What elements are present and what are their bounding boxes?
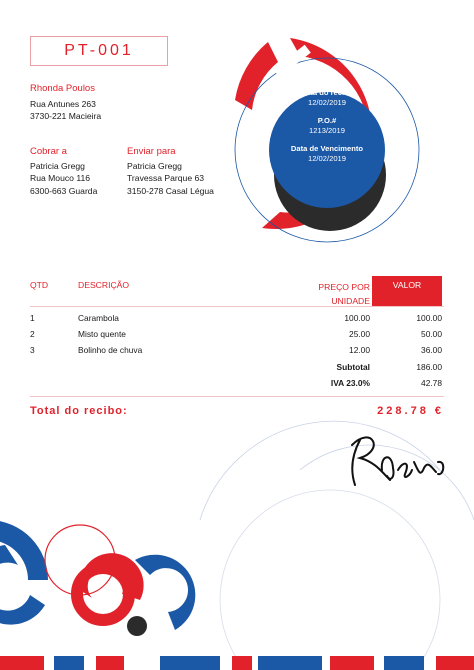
ship-to-block	[127, 146, 214, 197]
ship-to-street: Travessa Parque 63	[127, 173, 205, 183]
faint-big-arc	[200, 421, 440, 520]
row-qty: 1	[30, 313, 35, 323]
due-value: 12/02/2019	[307, 154, 346, 163]
footer-stripe-red-5	[436, 656, 474, 670]
row-qty: 3	[30, 345, 35, 355]
bill-to-city: 6300-663 Guarda	[30, 185, 98, 196]
header-divider	[30, 306, 444, 307]
sender-street: Rua Antunes 263	[30, 98, 96, 109]
subtotal-value: 186.00	[416, 362, 442, 372]
sender-city: 3730-221 Macieira	[30, 111, 102, 121]
row-desc: Misto quente	[78, 329, 126, 339]
header-qty: QTD	[30, 280, 49, 290]
total-label: Total do recibo:	[30, 405, 128, 417]
tax-label: IVA 23.0%	[330, 378, 370, 388]
row-price: 25.00	[349, 329, 370, 339]
header-price	[290, 280, 370, 308]
footer-stripe-blue-4	[384, 656, 424, 670]
po-value: 1213/2019	[309, 126, 345, 135]
red-ring-inner	[77, 568, 129, 620]
sender-block	[30, 83, 101, 123]
receipt-id: PT-001	[30, 36, 168, 66]
receipt-meta	[272, 88, 382, 218]
bill-to-name: Patricia Gregg	[30, 160, 85, 171]
bill-to-block	[30, 146, 97, 197]
subtotal-label: Subtotal	[336, 362, 370, 372]
blue-ring-right	[135, 555, 195, 630]
bill-to-street: Rua Mouco 116	[30, 173, 91, 183]
header-value: VALOR	[372, 276, 442, 306]
row-value: 100.00	[416, 313, 442, 323]
due-label: Data de Vencimento	[290, 144, 364, 153]
ship-to-label: Enviar para	[127, 146, 176, 157]
date-value: 12/02/2019	[307, 98, 346, 107]
total-value: 228.78 €	[377, 405, 444, 417]
row-value: 50.00	[421, 329, 442, 339]
footer-stripe-red-4	[330, 656, 374, 670]
row-qty: 2	[30, 329, 35, 339]
faint-circle	[220, 490, 440, 670]
footer-stripe-blue-1	[54, 656, 84, 670]
header-desc: DESCRIÇÃO	[78, 280, 130, 290]
footer-stripe-red-3	[232, 656, 252, 670]
total-divider	[30, 396, 444, 397]
sender-name: Rhonda Poulos	[30, 83, 95, 94]
po-label: P.O.#	[317, 116, 337, 125]
dark-dot	[127, 616, 147, 636]
tax-value: 42.78	[421, 378, 442, 388]
signature	[352, 437, 443, 485]
row-price: 100.00	[344, 313, 370, 323]
ship-to-city: 3150-278 Casal Légua	[127, 185, 214, 196]
row-desc: Bolinho de chuva	[78, 345, 143, 355]
row-value: 36.00	[421, 345, 442, 355]
footer-stripe-red-1	[0, 656, 44, 670]
header-price-line1: PREÇO POR	[318, 282, 370, 292]
footer-stripe-red-2	[96, 656, 124, 670]
row-desc: Carambola	[78, 313, 119, 323]
row-price: 12.00	[349, 345, 370, 355]
ship-to-name: Patricia Gregg	[127, 160, 182, 171]
header-price-line2: UNIDADE	[331, 296, 370, 306]
footer-stripe-blue-3	[258, 656, 322, 670]
bill-to-label: Cobrar a	[30, 146, 67, 157]
date-label: Data do recibo	[300, 88, 354, 97]
footer-stripe-blue-2	[160, 656, 220, 670]
